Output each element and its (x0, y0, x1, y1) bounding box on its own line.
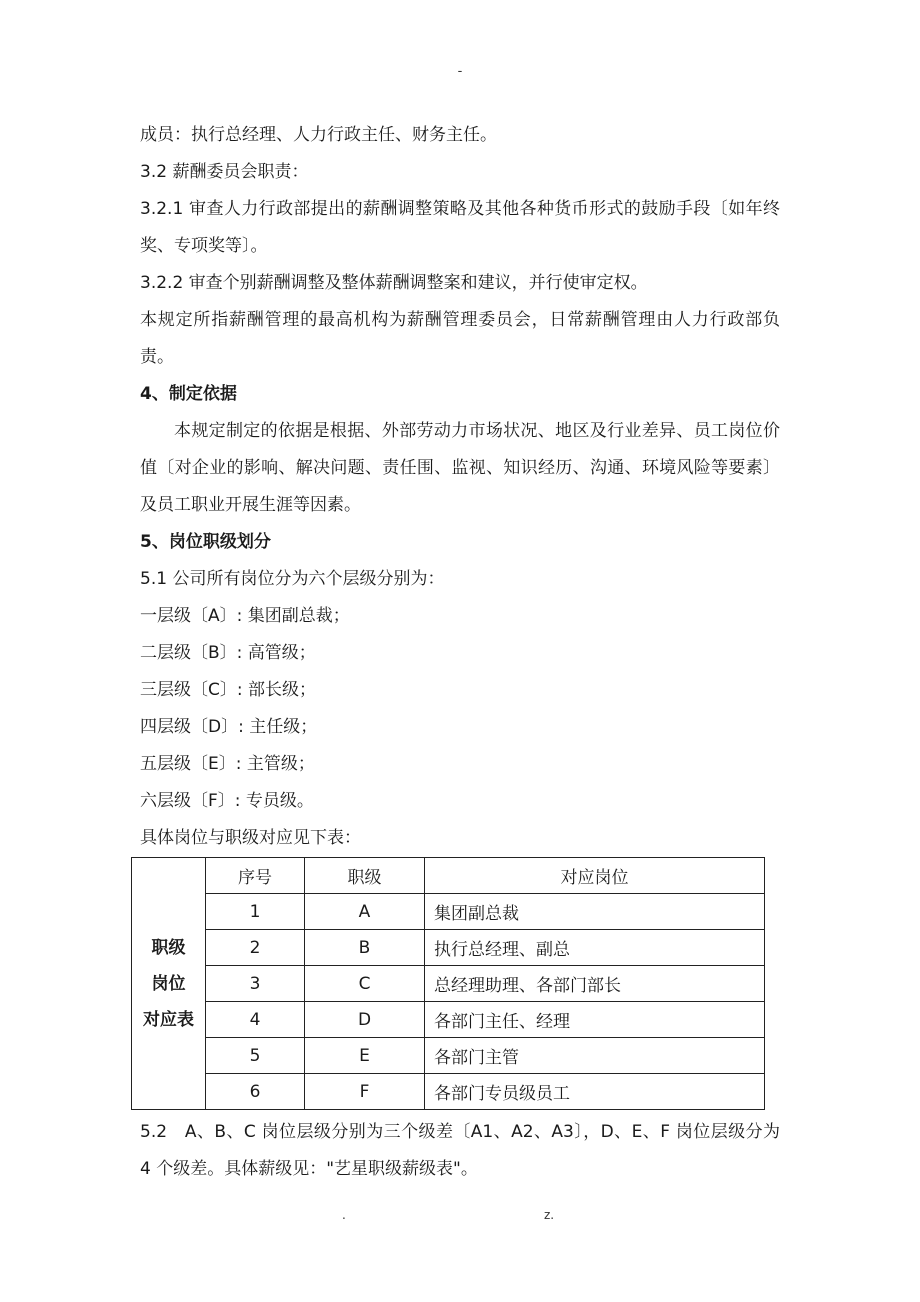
table-row: 5 E 各部门主管 (132, 1038, 765, 1074)
table-side-label: 职级 岗位 对应表 (132, 858, 206, 1110)
table-caption: 具体岗位与职级对应见下表： (140, 828, 361, 848)
table-row: 3 C 总经理助理、各部门部长 (132, 966, 765, 1002)
footer-right-mark: z. (544, 1208, 555, 1222)
paragraph-3-2-1: 3.2.1 审查人力行政部提出的薪酬调整策略及其他各种货币形式的鼓励手段〔如年终奖、专项奖等〕。 (140, 199, 780, 256)
document-body (140, 117, 780, 1188)
header-mark: - (457, 64, 463, 79)
table-header-row (132, 858, 765, 894)
column-header-index: 序号 (206, 858, 305, 894)
paragraph-authority: 本规定所指薪酬管理的最高机构为薪酬管理委员会，日常薪酬管理由人力行政部负责。 (140, 310, 780, 367)
paragraph-5-2: 5.2 A、B、C 岗位层级分别为三个级差〔A1、A2、A3〕，D、E、F 岗位层级分为 4 个级差。具体薪级见："艺星职级薪级表"。 (140, 1122, 780, 1179)
level-item: 二层级〔B〕: 高管级； (140, 643, 316, 663)
paragraph-3-2-2: 3.2.2 审查个别薪酬调整及整体薪酬调整案和建议，并行使审定权。 (140, 273, 648, 293)
section-4-heading: 4、制定依据 (140, 384, 237, 404)
column-header-grade: 职级 (305, 858, 425, 894)
level-item: 四层级〔D〕: 主任级； (140, 717, 318, 737)
level-item: 五层级〔E〕: 主管级； (140, 754, 315, 774)
paragraph-5-1: 5.1 公司所有岗位分为六个层级分别为： (140, 569, 445, 589)
section-5-heading: 5、岗位职级划分 (140, 532, 271, 552)
level-item: 六层级〔F〕: 专员级。 (140, 791, 314, 811)
grade-position-table (131, 857, 765, 1110)
column-header-position: 对应岗位 (425, 858, 765, 894)
table-row: 6 F 各部门专员级员工 (132, 1074, 765, 1110)
section-3-2-title: 3.2 薪酬委员会职责： (140, 162, 309, 182)
footer-left-mark: . (342, 1208, 346, 1222)
paragraph-basis: 本规定制定的依据是根据、外部劳动力市场状况、地区及行业差异、员工岗位价值〔对企业的影响、解决问题、责任围、监视、知识经历、沟通、环境风险等要素〕及员工职业开展生涯等因素。 (140, 421, 780, 515)
table-row: 4 D 各部门主任、经理 (132, 1002, 765, 1038)
level-item: 三层级〔C〕: 部长级； (140, 680, 317, 700)
table-row: 2 B 执行总经理、副总 (132, 930, 765, 966)
level-item: 一层级〔A〕: 集团副总裁； (140, 606, 350, 626)
paragraph-members: 成员：执行总经理、人力行政主任、财务主任。 (140, 125, 497, 145)
table-row: 1 A 集团副总裁 (132, 894, 765, 930)
